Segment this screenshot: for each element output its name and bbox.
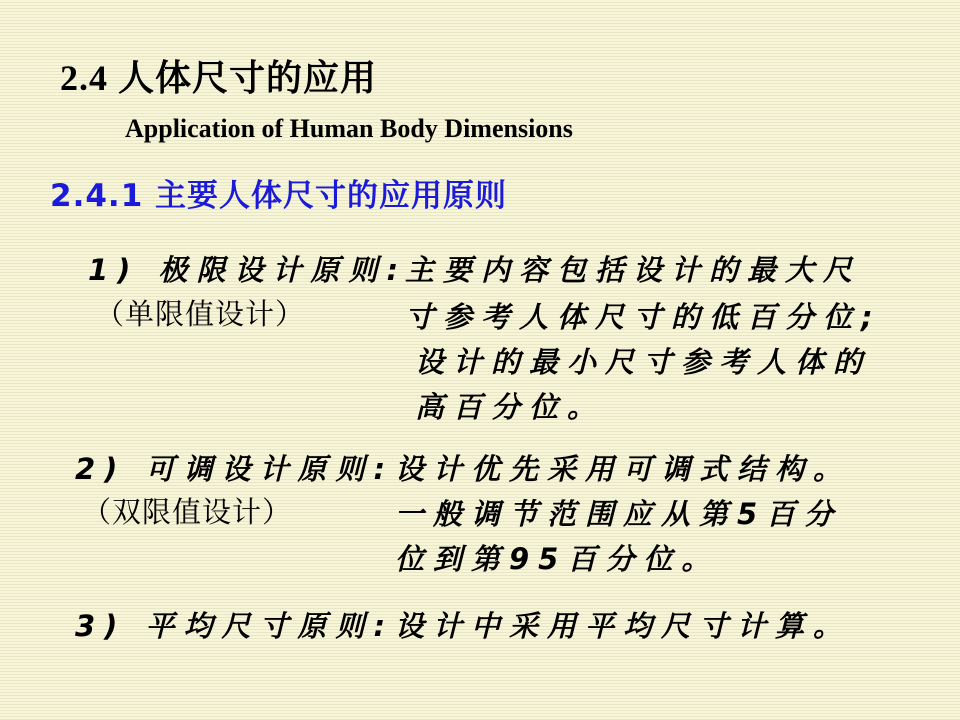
- principle-description-line: 寸参考人体尺寸的低百分位;: [405, 300, 882, 334]
- principle-description-line: 设计优先采用可调式结构。: [395, 452, 852, 486]
- slide-subtitle: Application of Human Body Dimensions: [125, 114, 573, 143]
- principle-description-line: 高百分位。: [415, 390, 606, 424]
- section-heading: 2.4.1 主要人体尺寸的应用原则: [50, 178, 508, 214]
- principle-type: （单限值设计）: [95, 297, 306, 331]
- slide-title: 2.4 人体尺寸的应用: [60, 58, 378, 98]
- principle-label: 2) 可调设计原则:: [75, 452, 395, 486]
- principle-description-line: 主要内容包括设计的最大尺: [405, 253, 862, 287]
- principle-label: 1) 极限设计原则:: [88, 253, 408, 287]
- principle-label: 3) 平均尺寸原则:: [75, 609, 395, 643]
- principle-description-line: 设计的最小尺寸参考人体的: [415, 345, 872, 379]
- principle-description-line: 位到第95百分位。: [395, 542, 720, 576]
- principle-type: （双限值设计）: [82, 495, 293, 529]
- principle-description-line: 设计中采用平均尺寸计算。: [395, 609, 852, 643]
- principle-description-line: 一般调节范围应从第5百分: [395, 497, 843, 531]
